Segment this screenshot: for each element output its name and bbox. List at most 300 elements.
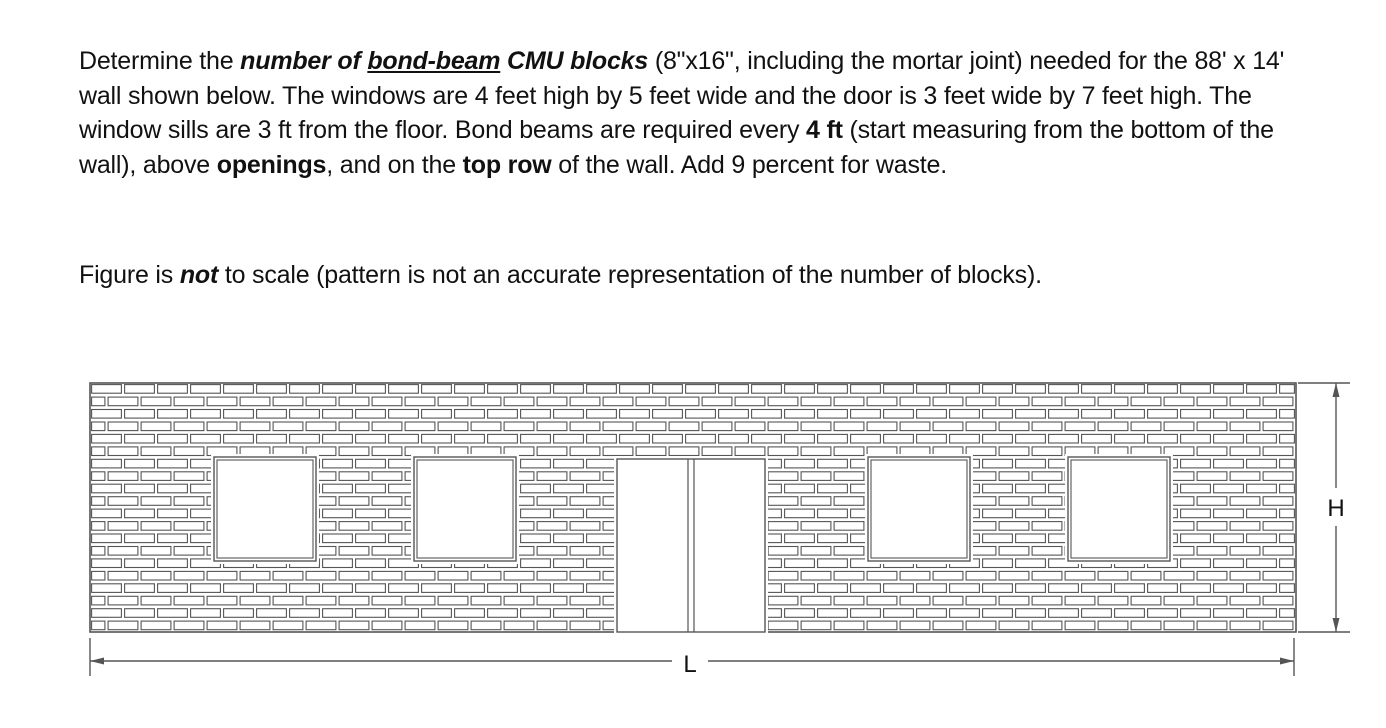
cmu-block [1065, 571, 1095, 580]
cmu-block [1280, 584, 1295, 593]
cmu-block [570, 571, 600, 580]
cmu-block [1164, 596, 1194, 605]
cmu-block [306, 447, 336, 456]
cmu-block [240, 621, 270, 630]
cmu-block [125, 584, 155, 593]
cmu-block [224, 385, 254, 394]
cmu-block [174, 596, 204, 605]
cmu-block [240, 547, 270, 556]
cmu-block [735, 571, 765, 580]
cmu-block [867, 596, 897, 605]
cmu-block [900, 497, 930, 506]
cmu-block [801, 522, 831, 531]
cmu-block [785, 609, 815, 618]
cmu-block [702, 571, 732, 580]
cmu-block [1148, 410, 1178, 419]
cmu-block [669, 422, 699, 431]
emphasis-cmu-blocks: CMU blocks [500, 47, 649, 75]
cmu-block [1115, 434, 1145, 443]
cmu-block [603, 596, 633, 605]
cmu-block [587, 509, 617, 518]
cmu-block [636, 422, 666, 431]
cmu-block [1098, 497, 1128, 506]
cmu-block [372, 397, 402, 406]
cmu-block [719, 459, 749, 468]
cmu-block [372, 447, 402, 456]
cmu-block [933, 472, 963, 481]
cmu-block [999, 397, 1029, 406]
cmu-block [917, 434, 947, 443]
cmu-block [851, 534, 881, 543]
cmu-block [933, 571, 963, 580]
cmu-block [323, 559, 353, 568]
cmu-block [389, 509, 419, 518]
cmu-block [1098, 621, 1128, 630]
cmu-block [1098, 447, 1128, 456]
cmu-block [108, 547, 138, 556]
cmu-block [669, 596, 699, 605]
cmu-block [752, 584, 782, 593]
cmu-block [653, 584, 683, 593]
cmu-block [653, 509, 683, 518]
height-arrow-bottom [1333, 618, 1340, 632]
cmu-block [240, 522, 270, 531]
cmu-block [1065, 497, 1095, 506]
cmu-block [1049, 609, 1079, 618]
cmu-block [273, 596, 303, 605]
cmu-block [1082, 410, 1112, 419]
cmu-block [669, 447, 699, 456]
cmu-block [1082, 534, 1112, 543]
cmu-block [141, 571, 171, 580]
cmu-block [240, 397, 270, 406]
cmu-block [587, 385, 617, 394]
cmu-block [537, 571, 567, 580]
cmu-block [1148, 584, 1178, 593]
cmu-block [686, 609, 716, 618]
cmu-block [521, 434, 551, 443]
cmu-block [455, 484, 485, 493]
cmu-block [1098, 596, 1128, 605]
cmu-block [966, 397, 996, 406]
cmu-block [735, 472, 765, 481]
cmu-block [356, 609, 386, 618]
cmu-block [537, 422, 567, 431]
cmu-block [966, 422, 996, 431]
cmu-block [1148, 509, 1178, 518]
window [214, 457, 316, 561]
cmu-block [1230, 472, 1260, 481]
cmu-block [900, 422, 930, 431]
cmu-block [999, 522, 1029, 531]
cmu-block [636, 447, 666, 456]
cmu-block [1049, 434, 1079, 443]
cmu-block [1131, 547, 1161, 556]
cmu-block [521, 410, 551, 419]
cmu-block [108, 571, 138, 580]
cmu-block [1098, 522, 1128, 531]
cmu-block [158, 559, 188, 568]
cmu-block [356, 584, 386, 593]
cmu-block [1197, 522, 1227, 531]
cmu-block [1247, 410, 1277, 419]
cmu-block [273, 447, 303, 456]
cmu-block [438, 447, 468, 456]
cmu-block [125, 410, 155, 419]
cmu-block [273, 397, 303, 406]
cmu-block [1263, 522, 1293, 531]
cmu-block [537, 522, 567, 531]
cmu-block [257, 385, 287, 394]
cmu-block [405, 621, 435, 630]
cmu-block [1148, 385, 1178, 394]
cmu-block [438, 472, 468, 481]
emphasis-openings: openings [216, 150, 327, 179]
cmu-block [422, 559, 452, 568]
problem-paragraph [79, 44, 1309, 182]
cmu-block [306, 422, 336, 431]
cmu-block [1197, 397, 1227, 406]
cmu-block [999, 547, 1029, 556]
cmu-block [1214, 559, 1244, 568]
cmu-block [603, 547, 633, 556]
cmu-block [587, 584, 617, 593]
cmu-block [174, 472, 204, 481]
cmu-block [158, 385, 188, 394]
cmu-block [1181, 385, 1211, 394]
emphasis-bond-beam: bond-beam [367, 47, 501, 75]
cmu-block [884, 609, 914, 618]
cmu-block [851, 434, 881, 443]
cmu-block [933, 522, 963, 531]
cmu-block [537, 621, 567, 630]
cmu-block [1016, 509, 1046, 518]
cmu-block [521, 459, 551, 468]
cmu-block [1032, 596, 1062, 605]
cmu-block [1049, 484, 1079, 493]
cmu-block [1280, 459, 1295, 468]
cmu-block [834, 422, 864, 431]
cmu-block [653, 559, 683, 568]
cmu-block [917, 410, 947, 419]
cmu-block [933, 497, 963, 506]
cmu-block [504, 596, 534, 605]
text-run: Determine the [79, 47, 241, 75]
cmu-block [1247, 509, 1277, 518]
cmu-block [950, 385, 980, 394]
cmu-block [438, 522, 468, 531]
cmu-block [191, 584, 221, 593]
height-label: H [1327, 495, 1345, 522]
window-frame [871, 460, 967, 558]
cmu-block [455, 609, 485, 618]
cmu-block [207, 522, 237, 531]
cmu-block [455, 509, 485, 518]
cmu-block [1032, 571, 1062, 580]
cmu-block [323, 385, 353, 394]
cmu-block [174, 547, 204, 556]
cmu-block [587, 459, 617, 468]
cmu-block [851, 509, 881, 518]
cmu-block [1049, 584, 1079, 593]
cmu-block [323, 609, 353, 618]
cmu-block [966, 571, 996, 580]
cmu-block [735, 397, 765, 406]
cmu-block [867, 522, 897, 531]
cmu-block [818, 534, 848, 543]
cmu-block [867, 472, 897, 481]
cmu-block [1214, 584, 1244, 593]
cmu-block [92, 621, 105, 630]
cmu-block [620, 584, 650, 593]
cmu-block [900, 522, 930, 531]
cmu-block [422, 609, 452, 618]
cmu-block [636, 522, 666, 531]
cmu-block [983, 534, 1013, 543]
cmu-block [867, 422, 897, 431]
cmu-block [158, 434, 188, 443]
cmu-wall [90, 383, 1296, 632]
cmu-block [422, 459, 452, 468]
cmu-block [1263, 596, 1293, 605]
cmu-block [174, 571, 204, 580]
cmu-block [537, 447, 567, 456]
cmu-block [1247, 385, 1277, 394]
cmu-block [158, 584, 188, 593]
cmu-block [1065, 422, 1095, 431]
cmu-block [455, 459, 485, 468]
cmu-block [389, 434, 419, 443]
cmu-block [1247, 484, 1277, 493]
cmu-block [108, 422, 138, 431]
cmu-block [1247, 534, 1277, 543]
cmu-block [768, 422, 798, 431]
cmu-block [141, 497, 171, 506]
cmu-block [174, 621, 204, 630]
cmu-block [372, 522, 402, 531]
cmu-block [653, 609, 683, 618]
cmu-block [504, 422, 534, 431]
cmu-block [636, 547, 666, 556]
cmu-block [1049, 410, 1079, 419]
cmu-block [570, 497, 600, 506]
cmu-block [92, 584, 122, 593]
cmu-block [488, 434, 518, 443]
cmu-block [570, 472, 600, 481]
cmu-block [1065, 621, 1095, 630]
cmu-block [92, 397, 105, 406]
cmu-block [818, 584, 848, 593]
cmu-block [1016, 410, 1046, 419]
cmu-block [1280, 410, 1295, 419]
cmu-block [290, 459, 320, 468]
cmu-block [1247, 584, 1277, 593]
cmu-block [818, 434, 848, 443]
cmu-block [504, 522, 534, 531]
cmu-block [1131, 422, 1161, 431]
cmu-block [339, 571, 369, 580]
cmu-block [834, 447, 864, 456]
cmu-block [92, 434, 122, 443]
cmu-block [207, 621, 237, 630]
cmu-block [257, 609, 287, 618]
door [617, 459, 765, 632]
cmu-block [108, 522, 138, 531]
cmu-block [1148, 559, 1178, 568]
cmu-block [900, 397, 930, 406]
cmu-block [224, 484, 254, 493]
cmu-block [917, 534, 947, 543]
cmu-block [1065, 522, 1095, 531]
emphasis-4-ft: 4 ft [806, 116, 843, 144]
cmu-block [1016, 484, 1046, 493]
cmu-block [983, 584, 1013, 593]
cmu-block [191, 385, 221, 394]
cmu-block [422, 484, 452, 493]
cmu-block [405, 422, 435, 431]
cmu-block [884, 484, 914, 493]
cmu-block [884, 559, 914, 568]
cmu-block [785, 434, 815, 443]
cmu-block [488, 509, 518, 518]
cmu-block [224, 434, 254, 443]
cmu-block [1098, 397, 1128, 406]
cmu-block [983, 459, 1013, 468]
cmu-block [554, 484, 584, 493]
text-run: (start measuring from the bottom of the wall), above [79, 116, 1274, 179]
cmu-block [306, 596, 336, 605]
cmu-block [191, 559, 221, 568]
cmu-block [867, 621, 897, 630]
cmu-block [620, 385, 650, 394]
cmu-block [158, 509, 188, 518]
cmu-block [389, 609, 419, 618]
cmu-block [521, 559, 551, 568]
cmu-block [587, 410, 617, 419]
cmu-block [224, 559, 254, 568]
cmu-block [950, 484, 980, 493]
cmu-block [290, 609, 320, 618]
cmu-block [603, 522, 633, 531]
cmu-block [1181, 534, 1211, 543]
cmu-block [273, 472, 303, 481]
cmu-block [389, 410, 419, 419]
cmu-block [752, 534, 782, 543]
cmu-block [719, 534, 749, 543]
cmu-block [141, 621, 171, 630]
cmu-block [455, 584, 485, 593]
window [1068, 457, 1170, 561]
cmu-block [686, 584, 716, 593]
cmu-block [554, 410, 584, 419]
cmu-block [92, 410, 122, 419]
cmu-block [1049, 385, 1079, 394]
cmu-block [521, 584, 551, 593]
cmu-block [537, 397, 567, 406]
cmu-block [570, 547, 600, 556]
cmu-block [1197, 621, 1227, 630]
cmu-block [141, 522, 171, 531]
cmu-block [735, 621, 765, 630]
cmu-block [224, 509, 254, 518]
cmu-block [1164, 397, 1194, 406]
cmu-block [801, 621, 831, 630]
cmu-block [917, 385, 947, 394]
cmu-block [1098, 571, 1128, 580]
cmu-block [356, 484, 386, 493]
cmu-block [1049, 559, 1079, 568]
cmu-block [92, 509, 122, 518]
cmu-block [1181, 609, 1211, 618]
cmu-block [471, 522, 501, 531]
cmu-block [438, 497, 468, 506]
cmu-block [752, 459, 782, 468]
cmu-block [92, 422, 105, 431]
cmu-block [900, 596, 930, 605]
cmu-block [1148, 484, 1178, 493]
cmu-block [884, 459, 914, 468]
cmu-block [1049, 534, 1079, 543]
cmu-block [174, 497, 204, 506]
window-cutout [865, 454, 973, 564]
cmu-block [1032, 522, 1062, 531]
cmu-block [570, 422, 600, 431]
cmu-block [653, 410, 683, 419]
cmu-block [323, 459, 353, 468]
length-label: L [683, 651, 697, 678]
cmu-block [1181, 484, 1211, 493]
cmu-block [636, 397, 666, 406]
emphasis-top-row: top row [462, 150, 552, 179]
cmu-block [834, 522, 864, 531]
cmu-block [191, 509, 221, 518]
cmu-block [405, 571, 435, 580]
cmu-block [372, 497, 402, 506]
cmu-block [867, 497, 897, 506]
window-cutout [1065, 454, 1173, 564]
cmu-block [1131, 522, 1161, 531]
cmu-block [653, 534, 683, 543]
cmu-block [1164, 621, 1194, 630]
cmu-block [587, 534, 617, 543]
cmu-block [339, 522, 369, 531]
cmu-block [405, 547, 435, 556]
cmu-block [999, 422, 1029, 431]
cmu-block [686, 509, 716, 518]
cmu-block [801, 447, 831, 456]
cmu-block [719, 484, 749, 493]
cmu-block [108, 596, 138, 605]
cmu-block [818, 559, 848, 568]
cmu-block [488, 559, 518, 568]
cmu-block [108, 497, 138, 506]
cmu-block [1230, 571, 1260, 580]
cmu-block [1016, 434, 1046, 443]
cmu-block [141, 596, 171, 605]
cmu-block [1263, 497, 1293, 506]
cmu-block [455, 559, 485, 568]
cmu-block [1131, 596, 1161, 605]
cmu-block [1016, 534, 1046, 543]
cmu-block [1032, 422, 1062, 431]
cmu-block [851, 410, 881, 419]
cmu-block [306, 397, 336, 406]
cmu-block [125, 534, 155, 543]
cmu-block [1230, 596, 1260, 605]
window-cutout [411, 454, 519, 564]
cmu-block [636, 497, 666, 506]
cmu-block [389, 484, 419, 493]
